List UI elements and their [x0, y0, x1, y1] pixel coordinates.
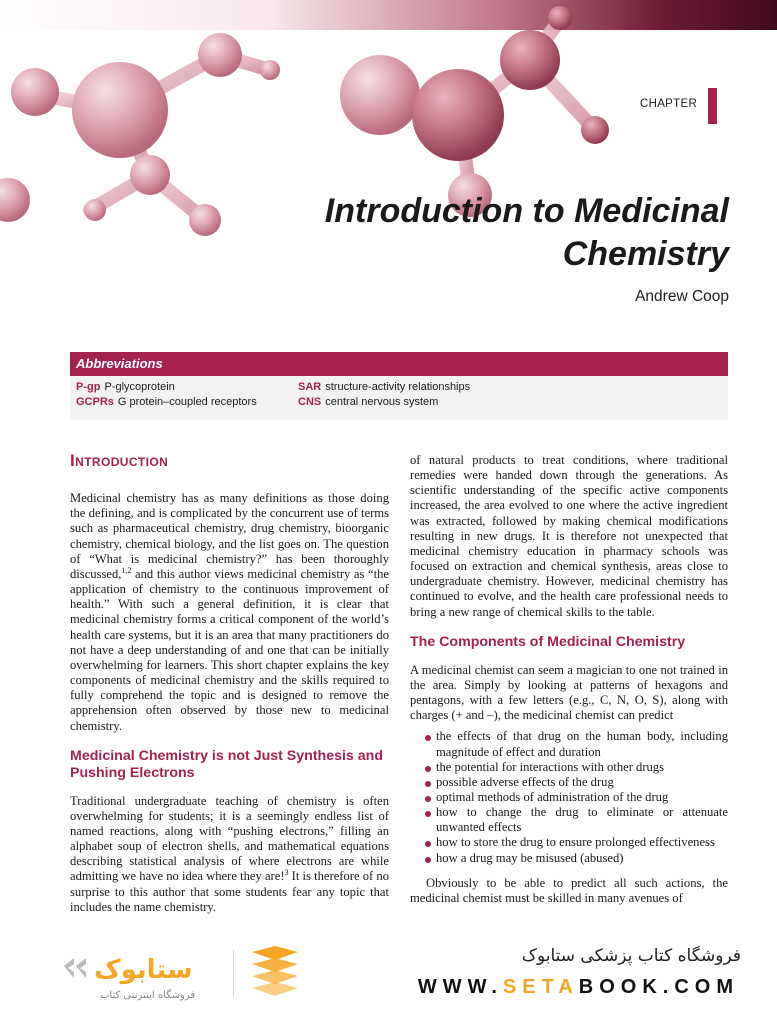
paragraph-text: Traditional undergraduate teaching of chemistry is often overwhelming for students; it is a seemingly endless list of named reactions, along with “pushing electrons,” filling an alphabet soup of electron shells, and mathematical equations describing statistical analysis of where electrons are while admitting we have no idea where they are!: [70, 793, 389, 884]
chapter-label: CHAPTER: [640, 98, 698, 110]
paragraph-text: and this author views medicinal chemistry as “the application of chemistry to the continuous improvement of health.” With such a general definition, it is clear that medicinal chemistry forms a critical component of the world’s health care systems, but it is an area that many practitioners do not have a deep understanding of and one that can be initially overwhelming for learners. This short chapter explains the key components of medicinal chemistry and the skills required to fully comprehend the topic and is designed to remove the apprehension often observed by those new to medicinal chemistry.: [70, 566, 389, 733]
paragraph-text: It is therefore of no surprise to this author that some students fear any topic that includes the name chemistry.: [70, 869, 389, 914]
logo-divider: [233, 950, 234, 996]
subsection-heading: Medicinal Chemistry is not Just Synthesis and Pushing Electrons: [70, 747, 383, 781]
section-heading-introduction: [70, 453, 389, 469]
chapter-title-line1: Introduction to Medicinal: [324, 192, 729, 230]
paragraph: [70, 491, 389, 734]
abbreviations-heading: Abbreviations: [70, 352, 728, 376]
abbreviation-term: SAR: [298, 381, 322, 393]
abbreviation-item: [76, 380, 175, 395]
abbreviation-definition: structure-activity relationships: [325, 381, 471, 393]
store-url[interactable]: [418, 976, 739, 999]
list-item: how to store the drug to ensure prolonged effectiveness: [426, 835, 728, 850]
abbreviation-term: GCPRs: [76, 396, 114, 408]
list-item: the potential for interactions with other drugs: [426, 760, 728, 775]
abbreviations-box: [70, 352, 728, 420]
abbreviation-item: [298, 395, 438, 410]
setabook-logo: [54, 946, 269, 1002]
abbreviation-term: CNS: [298, 396, 322, 408]
subsection-heading: The Components of Medicinal Chemistry: [410, 633, 686, 650]
citation-superscript: 1,2: [121, 565, 132, 575]
chapter-number-bar: [708, 88, 717, 124]
store-name: فروشگاه کتاب پزشکی ستابوک: [521, 946, 741, 966]
bullet-list: [426, 729, 728, 865]
list-item: optimal methods of administration of the drug: [426, 790, 728, 805]
paragraph: [70, 794, 389, 915]
abbreviation-term: P-gp: [76, 381, 101, 393]
list-item: how a drug may be misused (abused): [426, 851, 728, 866]
paragraph: of natural products to treat conditions, where traditional remedies were handed down through the generations. As scientific understanding of the specific active components increased, the area evolved to one where the active ingredient was extracted, followed by making chemical modifications resulting in new drugs. It is therefore not unexpected that medicinal chemistry education in pharmacy schools was focused on extraction and chemical synthesis, areas close to undergraduate chemistry. However, medicinal chemistry has continued to evolve, and the health care professional needs to bring a new range of chemical skills to the table.: [410, 453, 728, 619]
store-url-prefix: WWW.: [417, 976, 503, 998]
citation-superscript: 3: [284, 868, 289, 878]
abbreviation-definition: central nervous system: [325, 396, 439, 408]
left-column: [70, 453, 389, 925]
abbreviation-definition: G protein–coupled receptors: [117, 396, 257, 408]
section-heading-text: Introduction: [70, 451, 169, 470]
abbreviation-item: [76, 395, 257, 410]
paragraph: Obviously to be able to predict all such actions, the medicinal chemist must be skilled in many avenues of: [410, 875, 728, 905]
store-footer: [0, 928, 777, 1010]
list-item: the effects of that drug on the human body, including magnitude of effect and duration: [426, 729, 728, 759]
store-url-suffix: BOOK.COM: [578, 976, 739, 998]
chapter-author: Andrew Coop: [635, 288, 729, 305]
store-url-brand: SETA: [502, 976, 579, 998]
abbreviation-definition: P-glycoprotein: [104, 381, 175, 393]
right-column: [410, 453, 728, 916]
abbreviation-item: [298, 380, 470, 395]
logo-wordmark: ستابوک: [94, 955, 193, 985]
book-stack-icon: [246, 944, 304, 996]
list-item: possible adverse effects of the drug: [426, 775, 728, 790]
paragraph: A medicinal chemist can seem a magician to one not trained in the area. Simply by looking at patterns of hexagons and pentagons, with a few letters (e.g., C, N, O, S), along with charges (+ and –), the medicinal chemist can predict: [410, 662, 728, 723]
logo-tagline: فروشگاه اینترنتی کتاب: [100, 990, 196, 1001]
chapter-title: [229, 190, 729, 276]
chapter-title-line2: Chemistry: [562, 235, 729, 273]
paragraph-text: Medicinal chemistry has as many definitions as those doing the defining, and is complicated by the concurrent use of terms such as pharmaceutical chemistry, drug chemistry, bioorganic chemistry, chemical biology, and the list goes on. The question of “What is medicinal chemistry?” has been thoroughly discussed,: [70, 491, 389, 581]
list-item: how to change the drug to eliminate or attenuate unwanted effects: [426, 805, 728, 835]
